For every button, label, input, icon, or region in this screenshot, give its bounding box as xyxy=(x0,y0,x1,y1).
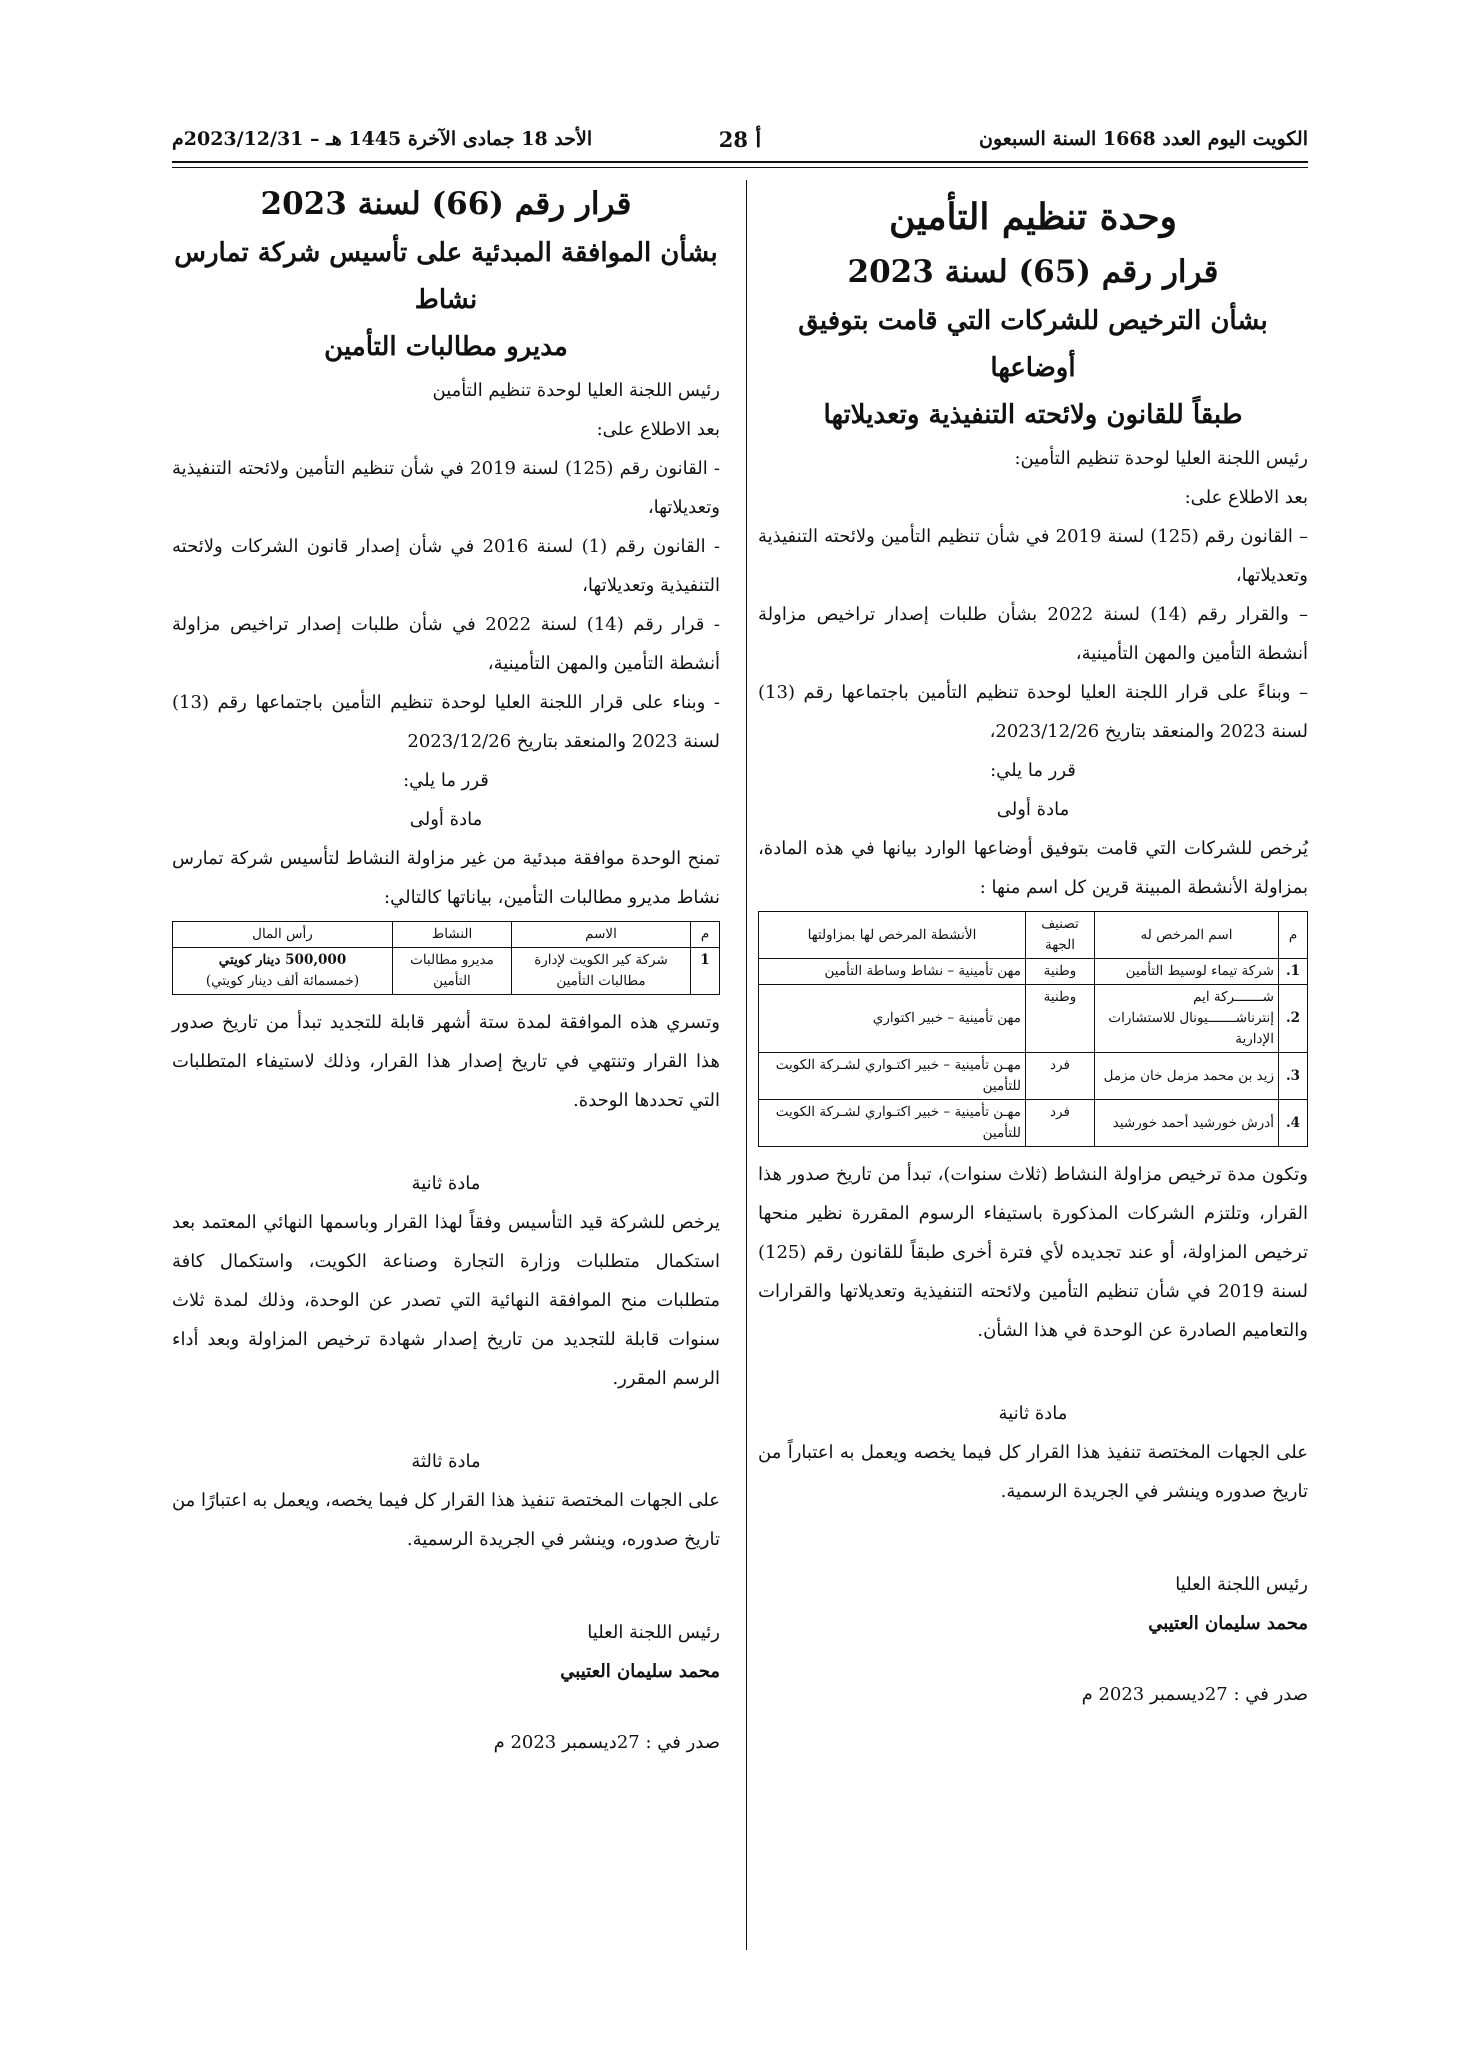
review-line: بعد الاطلاع على: xyxy=(596,419,720,440)
reference-law-125: – القانون رقم (125) لسنة 2019 في شأن تنظيم التأمين ولائحته التنفيذية وتعديلاتها، xyxy=(758,526,1308,586)
col-activities: الأنشطة المرخص لها بمزاولتها xyxy=(759,912,1026,959)
header-rule xyxy=(172,161,1308,163)
article-2-text: على الجهات المختصة تنفيذ هذا القرار كل فيما يخصه ويعمل به اعتباراً من تاريخ صدوره وينشر في الجريدة الرسمية. xyxy=(758,1442,1308,1502)
company-table xyxy=(172,921,720,995)
decision-subject-line2: طبقاً للقانون ولائحته التنفيذية وتعديلاتها xyxy=(823,400,1243,430)
review-line: بعد الاطلاع على: xyxy=(1184,487,1308,508)
signature-title: رئيس اللجنة العليا xyxy=(587,1622,720,1643)
table-header-row xyxy=(173,922,720,948)
approval-validity-text: وتسري هذه الموافقة لمدة ستة أشهر قابلة للتجديد تبدأ من تاريخ صدور هذا القرار وتنتهي في تاريخ إصدار هذا القرار، وذلك لاستيفاء المتطلبات التي تحددها الوحدة. xyxy=(172,1012,720,1111)
table-row: 1 شركة كير الكويت لإدارة مطالبات التأمين مديرو مطالبات التأمين 500,000 دينار كويتي (خمسمائة ألف دينار كويتي) xyxy=(173,948,720,995)
table-row: 1. شركة تيماء لوسيط التأمين وطنية مهن تأمينية – نشاط وساطة التأمين xyxy=(759,959,1308,985)
page-number: أ 28 xyxy=(718,126,762,152)
col-classification: تصنيف الجهة xyxy=(1026,912,1095,959)
decision-title: قرار رقم (65) لسنة 2023 xyxy=(847,254,1219,290)
issued-date: صدر في : 27ديسمبر 2023 م xyxy=(493,1732,720,1753)
reference-decision-14: – والقرار رقم (14) لسنة 2022 بشأن طلبات إصدار تراخيص مزاولة أنشطة التأمين والمهن التأمينية، xyxy=(758,604,1309,664)
decision-65 xyxy=(758,178,1308,1714)
article-1-heading: مادة أولى xyxy=(409,809,483,830)
col-num: م xyxy=(1279,912,1308,959)
unit-title: وحدة تنظيم التأمين xyxy=(888,196,1178,238)
article-1-heading: مادة أولى xyxy=(996,799,1070,820)
reference-law-1: - القانون رقم (1) لسنة 2016 في شأن إصدار قانون الشركات ولائحته التنفيذية وتعديلاتها، xyxy=(172,536,721,596)
col-name: الاسم xyxy=(512,922,691,948)
decision-title: قرار رقم (66) لسنة 2023 xyxy=(260,186,632,222)
table-row: 2. شـــــــركة ايم إنترناشـــــــيونال للاستشارات الإدارية وطنية مهن تأمينية – خبير اكتواري xyxy=(759,985,1308,1053)
decision-subject-line1: بشأن الترخيص للشركات التي قامت بتوفيق أوضاعها xyxy=(798,306,1268,383)
signature-name: محمد سليمان العتيبي xyxy=(1148,1613,1308,1634)
col-licensee: اسم المرخص له xyxy=(1095,912,1279,959)
reference-meeting-13: - وبناء على قرار اللجنة العليا لوحدة تنظيم التأمين باجتماعها رقم (13) لسنة 2023 والمنعقد بتاريخ 2023/12/26 xyxy=(172,692,720,752)
signature-name: محمد سليمان العتيبي xyxy=(560,1661,720,1682)
gazette-issue: الكويت اليوم العدد 1668 السنة السبعون xyxy=(979,128,1308,150)
table-row: 3. زيد بن محمد مزمل خان مزمل فرد مهـن تأمينية – خبير اكتـواري لشـركة الكويت للتأمين xyxy=(759,1053,1308,1100)
decided-line: قرر ما يلي: xyxy=(990,760,1076,781)
signature-title: رئيس اللجنة العليا xyxy=(1175,1574,1308,1595)
col-num: م xyxy=(691,922,720,948)
article-2-heading: مادة ثانية xyxy=(411,1173,481,1194)
article-1-text: تمنح الوحدة موافقة مبدئية من غير مزاولة النشاط لتأسيس شركة تمارس نشاط مديرو مطالبات التأمين، بياناتها كالتالي: xyxy=(172,848,720,908)
table-row: 4. أدرش خورشيد أحمد خورشيد فرد مهـن تأمينية – خبير اكتـواري لشـركة الكويت للتأمين xyxy=(759,1100,1308,1147)
article-1-text: يُرخص للشركات التي قامت بتوفيق أوضاعها الوارد بيانها في هذه المادة، بمزاولة الأنشطة المبينة قرين كل اسم منها : xyxy=(758,838,1308,898)
header-rule-thin xyxy=(172,167,1308,168)
decision-66 xyxy=(172,178,720,1762)
capital-amount: 500,000 دينار كويتي xyxy=(218,952,347,968)
article-2-text: يرخص للشركة قيد التأسيس وفقاً لهذا القرار وباسمها النهائي المعتمد بعد استكمال متطلبات وزارة التجارة وصناعة الكويت، واستكمال كافة متطلبات منح الموافقة النهائية التي تصدر عن الوحدة، وذلك لمدة ثلاث سنوات قابلة للتجديد من تاريخ إصدار شهادة ترخيص المزاولة وبعد أداء الرسم المقرر. xyxy=(172,1212,720,1389)
reference-law-125: - القانون رقم (125) لسنة 2019 في شأن تنظيم التأمين ولائحته التنفيذية وتعديلاتها، xyxy=(172,458,720,518)
capital-words: (خمسمائة ألف دينار كويتي) xyxy=(205,973,360,989)
reference-meeting-13: – وبناءً على قرار اللجنة العليا لوحدة تنظيم التأمين باجتماعها رقم (13) لسنة 2023 والمنعقد بتاريخ 2023/12/26، xyxy=(758,682,1308,742)
column-divider xyxy=(746,180,747,1950)
page-header xyxy=(172,118,1308,160)
article-2-heading: مادة ثانية xyxy=(998,1403,1068,1424)
col-capital: رأس المال xyxy=(173,922,393,948)
table-header-row xyxy=(759,912,1308,959)
article-3-text: على الجهات المختصة تنفيذ هذا القرار كل فيما يخصه، ويعمل به اعتبارًا من تاريخ صدوره، وينشر في الجريدة الرسمية. xyxy=(171,1490,720,1550)
col-activity: النشاط xyxy=(393,922,512,948)
decision-subject-line1: بشأن الموافقة المبدئية على تأسيس شركة تمارس نشاط xyxy=(174,238,718,315)
issuer-line: رئيس اللجنة العليا لوحدة تنظيم التأمين xyxy=(432,380,720,401)
issuer-line: رئيس اللجنة العليا لوحدة تنظيم التأمين: xyxy=(1014,448,1308,469)
reference-decision-14: - قرار رقم (14) لسنة 2022 في شأن طلبات إصدار تراخيص مزاولة أنشطة التأمين والمهن التأمينية، xyxy=(172,614,721,674)
issue-date: الأحد 18 جمادى الآخرة 1445 هـ – 2023/12/31م xyxy=(172,128,593,150)
decided-line: قرر ما يلي: xyxy=(403,770,489,791)
license-duration-text: وتكون مدة ترخيص مزاولة النشاط (ثلاث سنوات)، تبدأ من تاريخ صدور هذا القرار، وتلتزم الشركات المذكورة باستيفاء الرسوم المقررة نظير منحها ترخيص المزاولة، أو عند تجديده لأي فترة أخرى طبقاً للقانون رقم (125) لسنة 2019 في شأن تنظيم التأمين ولائحته التنفيذية وتعديلاتها والقرارات والتعاميم الصادرة عن الوحدة في هذا الشأن. xyxy=(758,1164,1308,1341)
issued-date: صدر في : 27ديسمبر 2023 م xyxy=(1081,1684,1308,1705)
decision-subject-line2: مديرو مطالبات التأمين xyxy=(324,332,568,362)
licensees-table xyxy=(758,911,1308,1147)
article-3-heading: مادة ثالثة xyxy=(411,1451,481,1472)
